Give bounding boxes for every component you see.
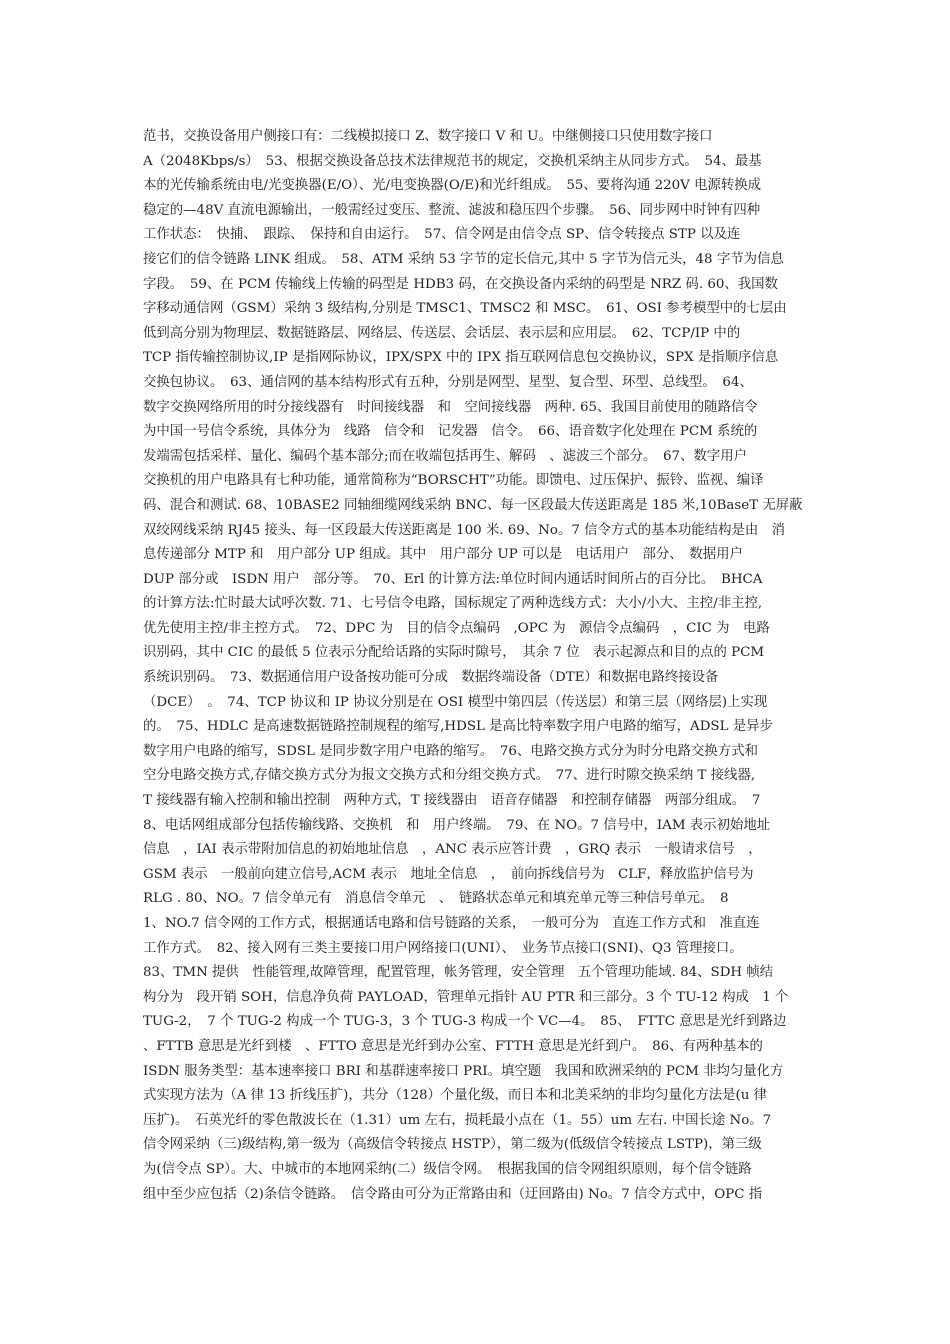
text-line: 字移动通信网（GSM）采纳 3 级结构,分别是 TMSC1、TMSC2 和 MSC。 61、OSI 参考模型中的七层由 bbox=[143, 301, 787, 317]
text-line: 接它们的信令链路 LINK 组成。 58、ATM 采纳 53 字节的定长信元,其中 5 字节为信元头，48 字节为信息 bbox=[143, 251, 784, 267]
text-line: 信令网采纳（三)级结构,第一级为（高级信令转接点 HSTP），第二级为(低级信令转接点 LSTP)，第三级 bbox=[143, 1137, 762, 1153]
text-line: 83、TMN 提供 性能管理,故障管理，配置管理，帐务管理，安全管理 五个管理功能域. 84、SDH 帧结 bbox=[143, 965, 774, 981]
text-line: 为中国一号信令系统，具体分为 线路 信令和 记发器 信令。 66、语音数字化处理在 PCM 系统的 bbox=[143, 424, 758, 440]
text-line: 双绞网线采纳 RJ45 接头、每一区段最大传送距离是 100 米. 69、No。7 信令方式的基本功能结构是由 消 bbox=[143, 522, 786, 538]
text-line: 稳定的—48V 直流电源输出，一般需经过变压、整流、滤波和稳压四个步骤。 56、同步网中时钟有四种 bbox=[143, 202, 761, 218]
text-line: 交换机的用户电路具有七种功能，通常简称为“BORSCHT”功能。即馈电、过压保护、振铃、监视、编译 bbox=[143, 473, 764, 489]
text-line: 数字交换网络所用的时分接线器有 时间接线器 和 空间接线器 两种. 65、我国目前使用的随路信令 bbox=[143, 399, 758, 415]
text-line: 数字用户电路的缩写，SDSL 是同步数字用户电路的缩写。 76、电路交换方式分为时分电路交换方式和 bbox=[143, 743, 758, 759]
text-line: 构分为 段开销 SOH，信息净负荷 PAYLOAD，管理单元指针 AU PTR 和三部分。3 个 TU-12 构成 1 个 bbox=[143, 989, 789, 1005]
text-line: 压扩)。 石英光纤的零色散波长在（1.31）um 左右，损耗最小点在（1。55）um 左右. 中国长途 No。7 bbox=[143, 1112, 772, 1128]
text-line: T 接线器有输入控制和输出控制 两种方式，T 接线器由 语音存储器 和控制存储器 两部分组成。 7 bbox=[143, 793, 761, 809]
text-line: TUG-2， 7 个 TUG-2 构成一个 TUG-3，3 个 TUG-3 构成一个 VC—4。 85、 FTTC 意思是光纤到路边 bbox=[143, 1014, 787, 1030]
text-line: ISDN 服务类型：基本速率接口 BRI 和基群速率接口 PRI。填空题 我国和欧洲采纳的 PCM 非均匀量化方 bbox=[143, 1063, 784, 1079]
text-line: 优先使用主控/非主控方式。 72、DPC 为 目的信令点编码 ,OPC 为 源信令点编码 ，CIC 为 电路 bbox=[143, 620, 770, 636]
text-line: 8、电话网组成部分包括传输线路、交换机 和 用户终端。 79、在 NO。7 信号中，IAM 表示初始地址 bbox=[143, 817, 771, 833]
text-line: （DCE） 。 74、TCP 协议和 IP 协议分别是在 OSI 模型中第四层（传送层）和第三层（网络层)上实现 bbox=[143, 694, 768, 710]
text-line: 1、NO.7 信令网的工作方式，根据通话电路和信号链路的关系， 一般可分为 直连工作方式和 准直连 bbox=[143, 916, 760, 931]
text-line: TCP 指传输控制协议,IP 是指网际协议，IPX/SPX 中的 IPX 指互联网信息包交换协议，SPX 是指顺序信息 bbox=[143, 350, 779, 366]
text-line: 识别码，其中 CIC 的最低 5 位表示分配给话路的实际时隙号， 其余 7 位 表示起源点和目的点的 PCM bbox=[143, 645, 765, 661]
text-line: 工作状态： 快捕、 跟踪、 保持和自由运行。 57、信令网是由信令点 SP、信令转接点 STP 以及连 bbox=[143, 227, 741, 243]
text-line: 空分电路交换方式,存储交换方式分为报文交换方式和分组交换方式。 77、进行时隙交换采纳 T 接线器, bbox=[143, 768, 756, 784]
text-line: 信息 ，IAI 表示带附加信息的初始地址信息 ，ANC 表示应答计费 ，GRQ 表示 一般请求信号 ， bbox=[143, 842, 762, 858]
text-line: 发端需包括采样、量化、编码个基本部分;而在收端包括再生、解码 、滤波三个部分。 67、数字用户 bbox=[143, 448, 748, 464]
text-line: 、FTTB 意思是光纤到楼 、FTTO 意思是光纤到办公室、FTTH 意思是光纤到户。 86、有两种基本的 bbox=[143, 1038, 763, 1054]
text-line: 息传递部分 MTP 和 用户部分 UP 组成。其中 用户部分 UP 可以是 电话用户 部分、 数据用户 bbox=[143, 547, 743, 563]
body-text bbox=[143, 125, 811, 1207]
text-line: 系统识别码。 73、数据通信用户设备按功能可分成 数据终端设备（DTE）和数据电路终接设备 bbox=[143, 670, 719, 686]
text-line: 码、混合和测试. 68、10BASE2 同轴细缆网线采纳 BNC、每一区段最大传送距离是 185 米,10BaseT 无屏蔽 bbox=[143, 497, 803, 513]
text-line: GSM 表示 一般前向建立信号,ACM 表示 地址全信息 ， 前向拆线信号为 CLF，释放监护信号为 bbox=[143, 866, 754, 882]
text-line: 本的光传输系统由电/光变换器(E/O）、光/电变换器(O/E)和光纤组成。 55、要将沟通 220V 电源转换成 bbox=[143, 178, 762, 194]
text-line: 范书，交换设备用户侧接口有：二线模拟接口 Z、数字接口 V 和 U。中继侧接口只使用数字接口 bbox=[143, 129, 713, 144]
text-line: 为(信令点 SP）。大、中城市的本地网采纳(二）级信令网。 根据我国的信令网组织原则，每个信令链路 bbox=[143, 1161, 752, 1177]
text-line: 的。 75、HDLC 是高速数据链路控制规程的缩写,HDSL 是高比特率数字用户电路的缩写，ADSL 是异步 bbox=[143, 719, 773, 735]
text-line: 低到高分别为物理层、数据链路层、网络层、传送层、会话层、表示层和应用层。 62、TCP/IP 中的 bbox=[143, 325, 741, 341]
text-line: RLG . 80、NO。7 信令单元有 消息信令单元 、 链路状态单元和填充单元等三种信号单元。 8 bbox=[143, 891, 729, 907]
text-line: 工作方式。 82、接入网有三类主要接口用户网络接口(UNI）、 业务节点接口(SNI)、Q3 管理接口。 bbox=[143, 940, 743, 956]
text-line: 的计算方法:忙时最大试呼次数. 71、七号信令电路，国标规定了两种选线方式：大小/小大、主控/非主控, bbox=[143, 596, 763, 612]
text-line: 交换包协议。 63、通信网的基本结构形式有五种，分别是网型、星型、复合型、环型、总线型。 64、 bbox=[143, 374, 753, 390]
text-line: 字段。 59、在 PCM 传输线上传输的码型是 HDB3 码，在交换设备内采纳的码型是 NRZ 码. 60、我国数 bbox=[143, 276, 778, 292]
text-line: 式实现方法为（A 律 13 折线压扩)，共分（128）个量化级，而日本和北美采纳的非均匀量化方法是(u 律 bbox=[143, 1088, 767, 1104]
text-line: A（2048Kbps/s） 53、根据交换设备总技术法律规范书的规定，交换机采纳主从同步方式。 54、最基 bbox=[143, 153, 762, 169]
text-line: 组中至少应包括（2)条信令链路。 信令路由可分为正常路由和（迂回路由) No。7 信令方式中，OPC 指 bbox=[143, 1186, 763, 1202]
text-line: DUP 部分或 ISDN 用户 部分等。 70、Erl 的计算方法:单位时间内通话时间所占的百分比。 BHCA bbox=[143, 571, 763, 587]
